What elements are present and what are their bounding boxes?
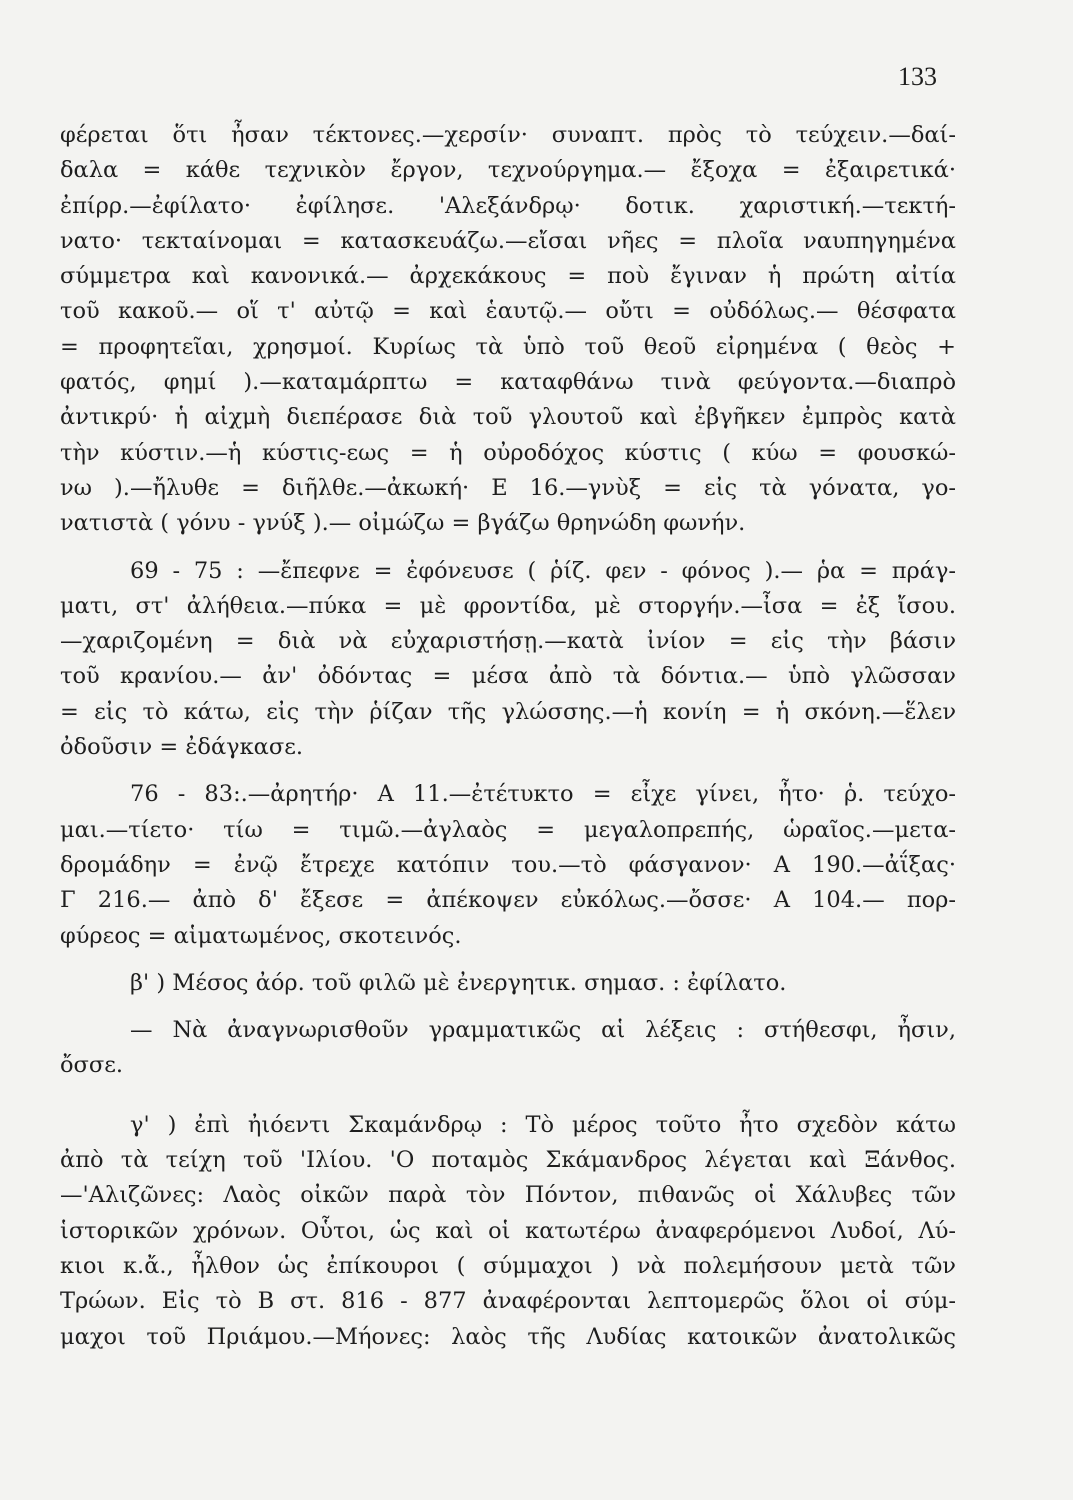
text-line: —'Αλιζῶνες: Λαὸς οἰκῶν παρὰ τὸν Πόντον, πιθανῶς οἱ Χάλυβες τῶν (60, 1182, 956, 1209)
text-line: τὴν κύστιν.—ἡ κύστις-εως = ἡ οὐροδόχος κύστις ( κύω = φουσκώ- (60, 439, 956, 466)
page-text (60, 118, 956, 1355)
paragraph-notes-1 (60, 118, 956, 542)
text-line: φατός, φημί ).—καταμάρπτω = καταφθάνω τινὰ φεύγοντα.—διαπρὸ (60, 369, 956, 396)
text-line: = προφητεῖαι, χρησμοί. Κυρίως τὰ ὑπὸ τοῦ θεοῦ εἰρημένα ( θεὸς + (60, 333, 956, 360)
text-line: ὀδοῦσιν = ἐδάγκασε. (60, 734, 304, 761)
paragraph-gamma (60, 1108, 956, 1355)
text-line: 76 - 83:.—ἀρητήρ· Α 11.—ἐτέτυκτο = εἶχε γίνει, ἦτο· ῥ. τεύχο- (130, 781, 956, 808)
paragraph-verses-69-75 (60, 554, 956, 766)
text-line: μαχοι τοῦ Πριάμου.—Μήονες: λαὸς τῆς Λυδίας κατοικῶν ἀνατολικῶς (60, 1323, 956, 1350)
text-line: σύμμετρα καὶ κανονικά.— ἀρχεκάκους = ποὺ ἔγιναν ἡ πρώτη αἰτία (60, 263, 956, 290)
text-line: νω ).—ἤλυθε = διῆλθε.—ἀκωκή· Ε 16.—γνὺξ = εἰς τὰ γόνατα, γο- (60, 474, 956, 501)
text-line: φύρεος = αἱματωμένος, σκοτεινός. (60, 922, 462, 949)
text-line: τοῦ κρανίου.— ἀν' ὀδόντας = μέσα ἀπὸ τὰ δόντια.— ὑπὸ γλῶσσαν (60, 663, 956, 690)
text-line: —χαριζομένη = διὰ νὰ εὐχαριστήσῃ.—κατὰ ἰνίον = εἰς τὴν βάσιν (60, 628, 956, 655)
text-line: 69 - 75 : —ἔπεφνε = ἐφόνευσε ( ῥίζ. φεν - φόνος ).— ῥα = πράγ- (130, 557, 956, 584)
text-line: = εἰς τὸ κάτω, εἰς τὴν ῥίζαν τῆς γλώσσης.—ἡ κονίη = ἡ σκόνη.—ἕλεν (60, 698, 956, 725)
paragraph-verses-76-83 (60, 777, 956, 953)
text-line: ἀπὸ τὰ τείχη τοῦ 'Ιλίου. 'Ο ποταμὸς Σκάμανδρος λέγεται καὶ Ξάνθος. (60, 1147, 956, 1174)
text-line: β' ) Μέσος ἀόρ. τοῦ φιλῶ μὲ ἐνεργητικ. σημασ. : ἐφίλατο. (130, 969, 787, 996)
text-line: — Νὰ ἀναγνωρισθοῦν γραμματικῶς αἱ λέξεις : στήθεσφι, ἦσιν, (130, 1017, 956, 1044)
text-line: τοῦ κακοῦ.— οἵ τ' αὐτῷ = καὶ ἑαυτῷ.— οὔτι = οὐδόλως.— θέσφατα (60, 298, 956, 325)
text-line: μαι.—τίετο· τίω = τιμῶ.—ἀγλαὸς = μεγαλοπρεπής, ὡραῖος.—μετα- (60, 816, 956, 843)
text-line: φέρεται ὅτι ἦσαν τέκτονες.—χερσίν· συναπτ. πρὸς τὸ τεύχειν.—δαί- (60, 122, 956, 148)
text-line: κιοι κ.ἄ., ἦλθον ὡς ἐπίκουροι ( σύμμαχοι ) νὰ πολεμήσουν μετὰ τῶν (60, 1252, 956, 1279)
text-line: ἐπίρρ.—ἐφίλατο· ἐφίλησε. 'Αλεξάνδρῳ· δοτικ. χαριστική.—τεκτή- (60, 192, 956, 219)
text-line: νατιστὰ ( γόνυ - γνύξ ).— οἰμώζω = βγάζω θρηνώδη φωνήν. (60, 510, 746, 537)
paragraph-beta (60, 966, 956, 1001)
text-line: Τρώων. Εἰς τὸ Β στ. 816 - 877 ἀναφέρονται λεπτομερῶς ὅλοι οἱ σύμ- (60, 1288, 956, 1315)
text-line: γ' ) ἐπὶ ἠιόεντι Σκαμάνδρῳ : Τὸ μέρος τοῦτο ἦτο σχεδὸν κάτω (130, 1111, 956, 1138)
text-line: ματι, στ' ἀλήθεια.—πύκα = μὲ φροντίδα, μὲ στοργήν.—ἶσα = ἐξ ἴσου. (60, 592, 956, 619)
text-line: ἀντικρύ· ἡ αἰχμὴ διεπέρασε διὰ τοῦ γλουτοῦ καὶ ἐβγῆκεν ἐμπρὸς κατὰ (60, 404, 956, 431)
page-number: 133 (898, 62, 937, 91)
text-line: δαλα = κάθε τεχνικὸν ἔργον, τεχνούργημα.— ἔξοχα = ἐξαιρετικά· (60, 157, 956, 184)
paragraph-exercise (60, 1013, 956, 1084)
text-line: ὄσσε. (60, 1052, 124, 1079)
text-line: δρομάδην = ἐνῷ ἔτρεχε κατόπιν του.—τὸ φάσγανον· Α 190.—ἀΐξας· (60, 851, 956, 878)
text-line: Γ 216.— ἀπὸ δ' ἔξεσε = ἀπέκοψεν εὐκόλως.—ὄσσε· Α 104.— πορ- (60, 887, 956, 914)
text-line: ἱστορικῶν χρόνων. Οὗτοι, ὡς καὶ οἱ κατωτέρω ἀναφερόμενοι Λυδοί, Λύ- (60, 1217, 956, 1244)
text-line: νατο· τεκταίνομαι = κατασκευάζω.—εἴσαι νῆες = πλοῖα ναυπηγημένα (60, 227, 956, 254)
